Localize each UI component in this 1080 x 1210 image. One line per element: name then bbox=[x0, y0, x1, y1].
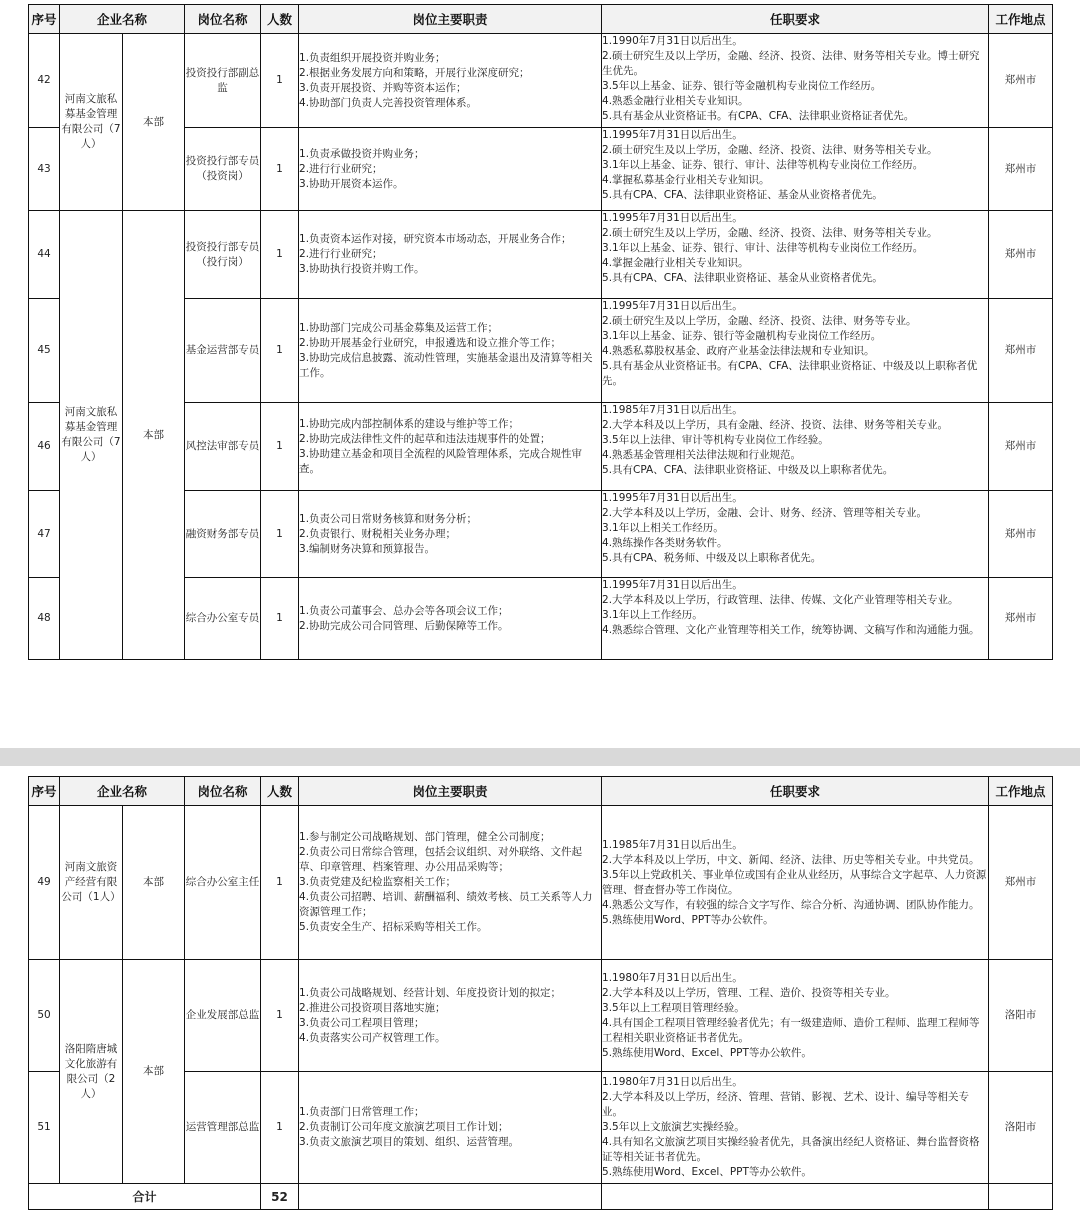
table-row bbox=[29, 960, 1053, 1072]
company-name: 洛阳隋唐城文化旅游有限公司（2人） bbox=[60, 960, 123, 1184]
document-page-2 bbox=[0, 766, 1080, 1208]
req-line: 4.掌握金融行业相关专业知识。 bbox=[602, 257, 749, 269]
work-location: 郑州市 bbox=[989, 578, 1053, 660]
duty-line: 2.协助完成法律性文件的起草和违法违规事件的处置； bbox=[299, 432, 551, 445]
duty-line: 3.编制财务决算和预算报告。 bbox=[299, 542, 436, 555]
duty-line: 3.负责文旅演艺项目的策划、组织、运营管理。 bbox=[299, 1136, 520, 1148]
req-line: 4.熟悉私募股权基金、政府产业基金法律法规和专业知识。 bbox=[602, 345, 875, 357]
header-duties: 岗位主要职责 bbox=[299, 5, 602, 34]
total-empty-cell bbox=[989, 1184, 1053, 1210]
req-line: 1.1995年7月31日以后出生。 bbox=[602, 492, 743, 504]
duty-line: 1.负责资本运作对接，研究资本市场动态，开展业务合作； bbox=[299, 233, 572, 245]
total-empty-cell bbox=[299, 1184, 602, 1210]
post-name: 融资财务部专员 bbox=[185, 491, 261, 578]
duties-cell bbox=[299, 806, 602, 960]
duty-line: 1.负责公司战略规划、经营计划、年度投资计划的拟定； bbox=[299, 986, 562, 999]
duty-line: 1.协助部门完成公司基金募集及运营工作； bbox=[299, 321, 499, 334]
duty-line: 3.负责党建及纪检监察相关工作； bbox=[299, 876, 457, 888]
work-location: 郑州市 bbox=[989, 299, 1053, 403]
duty-line: 2.协助完成公司合同管理、后勤保障等工作。 bbox=[299, 619, 509, 632]
req-line: 5.具有基金从业资格证书。有CPA、CFA、法律职业资格证者优先。 bbox=[602, 110, 915, 122]
req-line: 1.1980年7月31日以后出生。 bbox=[602, 971, 743, 984]
table-row bbox=[29, 806, 1053, 960]
recruitment-table-1 bbox=[28, 4, 1053, 660]
header-company: 企业名称 bbox=[60, 5, 185, 34]
req-line: 1.1995年7月31日以后出生。 bbox=[602, 212, 743, 224]
duty-line: 2.进行行业研究； bbox=[299, 162, 383, 175]
header-post: 岗位名称 bbox=[185, 777, 261, 806]
req-line: 4.熟悉金融行业相关专业知识。 bbox=[602, 95, 749, 107]
duty-line: 1.参与制定公司战略规划、部门管理，健全公司制度； bbox=[299, 831, 551, 843]
post-name: 投资投行部专员（投行岗） bbox=[185, 211, 261, 299]
duty-line: 1.负责部门日常管理工作； bbox=[299, 1106, 425, 1118]
duty-line: 3.负责公司工程项目管理； bbox=[299, 1016, 425, 1029]
duty-line: 4.负责落实公司产权管理工作。 bbox=[299, 1031, 446, 1044]
company-name: 河南文旅私募基金管理有限公司（7人） bbox=[60, 211, 123, 660]
req-line: 5.熟练使用Word、Excel、PPT等办公软件。 bbox=[602, 1166, 812, 1178]
req-line: 5.具有CPA、CFA、法律职业资格证、中级及以上职称者优先。 bbox=[602, 464, 894, 476]
total-count: 52 bbox=[261, 1184, 299, 1210]
req-line: 2.大学本科及以上学历，金融、会计、财务、经济、管理等相关专业。 bbox=[602, 507, 928, 519]
total-empty-cell bbox=[602, 1184, 989, 1210]
req-line: 2.大学本科及以上学历，具有金融、经济、投资、法律、财务等相关专业。 bbox=[602, 419, 949, 431]
total-label: 合计 bbox=[29, 1184, 261, 1210]
header-duties: 岗位主要职责 bbox=[299, 777, 602, 806]
department: 本部 bbox=[123, 806, 185, 960]
duty-line: 1.负责公司董事会、总办会等各项会议工作； bbox=[299, 604, 509, 617]
duty-line: 3.协助建立基金和项目全流程的风险管理体系，完成合规性审查。 bbox=[299, 447, 583, 475]
headcount: 1 bbox=[261, 299, 299, 403]
duty-line: 2.协助开展基金行业研究，申报遴选和设立推介等工作； bbox=[299, 336, 562, 349]
work-location: 洛阳市 bbox=[989, 1072, 1053, 1184]
req-line: 3.1年以上基金、证券、银行、审计、法律等机构专业岗位工作经历。 bbox=[602, 159, 924, 171]
req-line: 4.具有知名文旅演艺项目实操经验者优先，具备演出经纪人资格证、舞台监督资格证等相关证书者优先。 bbox=[602, 1136, 980, 1163]
headcount: 1 bbox=[261, 1072, 299, 1184]
work-location: 郑州市 bbox=[989, 128, 1053, 211]
req-line: 5.具有CPA、税务师、中级及以上职称者优先。 bbox=[602, 552, 822, 564]
req-line: 3.5年以上工程项目管理经验。 bbox=[602, 1001, 745, 1014]
post-name: 运营管理部总监 bbox=[185, 1072, 261, 1184]
req-line: 4.熟悉公文写作，有较强的综合文字写作、综合分析、沟通协调、团队协作能力。 bbox=[602, 898, 980, 911]
headcount: 1 bbox=[261, 34, 299, 128]
row-number: 46 bbox=[29, 403, 60, 491]
post-name: 综合办公室专员 bbox=[185, 578, 261, 660]
total-row bbox=[29, 1184, 1053, 1210]
headcount: 1 bbox=[261, 128, 299, 211]
header-count: 人数 bbox=[261, 5, 299, 34]
req-line: 4.熟练操作各类财务软件。 bbox=[602, 537, 728, 549]
work-location: 郑州市 bbox=[989, 491, 1053, 578]
req-line: 3.1年以上工作经历。 bbox=[602, 609, 703, 621]
requirements-cell bbox=[602, 403, 989, 491]
row-number: 42 bbox=[29, 34, 60, 128]
duties-cell bbox=[299, 403, 602, 491]
table-header-row bbox=[29, 777, 1053, 806]
req-line: 5.具有CPA、CFA、法律职业资格证、基金从业资格者优先。 bbox=[602, 189, 883, 201]
req-line: 4.熟悉基金管理相关法律法规和行业规范。 bbox=[602, 449, 802, 461]
req-line: 1.1995年7月31日以后出生。 bbox=[602, 300, 743, 312]
row-number: 47 bbox=[29, 491, 60, 578]
req-line: 1.1985年7月31日以后出生。 bbox=[602, 838, 743, 851]
work-location: 郑州市 bbox=[989, 34, 1053, 128]
header-count: 人数 bbox=[261, 777, 299, 806]
duties-cell bbox=[299, 128, 602, 211]
table-header-row bbox=[29, 5, 1053, 34]
req-line: 4.掌握私募基金行业相关专业知识。 bbox=[602, 174, 770, 186]
req-line: 1.1995年7月31日以后出生。 bbox=[602, 579, 743, 591]
duty-line: 1.负责承做投资并购业务； bbox=[299, 147, 425, 160]
header-requirements: 任职要求 bbox=[602, 5, 989, 34]
req-line: 1.1985年7月31日以后出生。 bbox=[602, 404, 743, 416]
duties-cell bbox=[299, 578, 602, 660]
req-line: 2.大学本科及以上学历，行政管理、法律、传媒、文化产业管理等相关专业。 bbox=[602, 594, 959, 606]
post-name: 基金运营部专员 bbox=[185, 299, 261, 403]
requirements-cell bbox=[602, 128, 989, 211]
row-number: 43 bbox=[29, 128, 60, 211]
req-line: 3.5年以上文旅演艺实操经验。 bbox=[602, 1121, 745, 1133]
duties-cell bbox=[299, 491, 602, 578]
company-name: 河南文旅资产经营有限公司（1人） bbox=[60, 806, 123, 960]
duty-line: 3.协助执行投资并购工作。 bbox=[299, 263, 425, 275]
header-no: 序号 bbox=[29, 777, 60, 806]
duties-cell bbox=[299, 299, 602, 403]
duty-line: 2.根据业务发展方向和策略，开展行业深度研究； bbox=[299, 66, 530, 79]
duties-cell bbox=[299, 960, 602, 1072]
duty-line: 1.协助完成内部控制体系的建设与维护等工作； bbox=[299, 417, 520, 430]
requirements-cell bbox=[602, 1072, 989, 1184]
req-line: 2.硕士研究生及以上学历，金融、经济、投资、法律、财务等相关专业。博士研究生优先。 bbox=[602, 50, 980, 77]
post-name: 风控法审部专员 bbox=[185, 403, 261, 491]
req-line: 3.5年以上法律、审计等机构专业岗位工作经验。 bbox=[602, 434, 829, 446]
duty-line: 1.负责组织开展投资并购业务； bbox=[299, 51, 446, 64]
duty-line: 2.负责公司日常综合管理，包括会议组织、对外联络、文件起草、印章管理、档案管理、办公用品采购等； bbox=[299, 846, 583, 873]
headcount: 1 bbox=[261, 211, 299, 299]
req-line: 2.大学本科及以上学历，管理、工程、造价、投资等相关专业。 bbox=[602, 986, 896, 999]
work-location: 郑州市 bbox=[989, 211, 1053, 299]
post-name: 企业发展部总监 bbox=[185, 960, 261, 1072]
duty-line: 3.负责开展投资、并购等资本运作； bbox=[299, 81, 467, 94]
header-requirements: 任职要求 bbox=[602, 777, 989, 806]
duty-line: 5.负责安全生产、招标采购等相关工作。 bbox=[299, 921, 488, 933]
requirements-cell bbox=[602, 960, 989, 1072]
req-line: 3.1年以上基金、证券、银行等金融机构专业岗位工作经历。 bbox=[602, 330, 882, 342]
row-number: 49 bbox=[29, 806, 60, 960]
req-line: 3.5年以上党政机关、事业单位或国有企业从业经历，从事综合文字起草、人力资源管理、督查督办等工作岗位。 bbox=[602, 868, 987, 896]
requirements-cell bbox=[602, 491, 989, 578]
req-line: 4.熟悉综合管理、文化产业管理等相关工作，统筹协调、文稿写作和沟通能力强。 bbox=[602, 624, 980, 636]
req-line: 3.5年以上基金、证券、银行等金融机构专业岗位工作经历。 bbox=[602, 80, 882, 92]
header-post: 岗位名称 bbox=[185, 5, 261, 34]
req-line: 5.具有CPA、CFA、法律职业资格证、基金从业资格者优先。 bbox=[602, 272, 883, 284]
header-location: 工作地点 bbox=[989, 777, 1053, 806]
requirements-cell bbox=[602, 806, 989, 960]
department: 本部 bbox=[123, 34, 185, 211]
headcount: 1 bbox=[261, 960, 299, 1072]
duty-line: 2.进行行业研究； bbox=[299, 248, 383, 260]
duties-cell bbox=[299, 211, 602, 299]
work-location: 郑州市 bbox=[989, 806, 1053, 960]
recruitment-table-2 bbox=[28, 776, 1053, 1210]
table-row bbox=[29, 211, 1053, 299]
req-line: 1.1980年7月31日以后出生。 bbox=[602, 1076, 743, 1088]
work-location: 洛阳市 bbox=[989, 960, 1053, 1072]
header-company: 企业名称 bbox=[60, 777, 185, 806]
req-line: 2.硕士研究生及以上学历，金融、经济、投资、法律、财务等相关专业。 bbox=[602, 227, 938, 239]
row-number: 51 bbox=[29, 1072, 60, 1184]
duty-line: 3.协助开展资本运作。 bbox=[299, 177, 404, 190]
headcount: 1 bbox=[261, 578, 299, 660]
requirements-cell bbox=[602, 578, 989, 660]
duty-line: 4.负责公司招聘、培训、薪酬福利、绩效考核、员工关系等人力资源管理工作； bbox=[299, 891, 593, 918]
header-no: 序号 bbox=[29, 5, 60, 34]
req-line: 1.1990年7月31日以后出生。 bbox=[602, 35, 743, 47]
req-line: 5.熟练使用Word、PPT等办公软件。 bbox=[602, 913, 774, 926]
duty-line: 2.负责银行、财税相关业务办理； bbox=[299, 527, 457, 540]
req-line: 4.具有国企工程项目管理经验者优先；有一级建造师、造价工程师、监理工程师等工程相关职业资格证书者优先。 bbox=[602, 1016, 980, 1044]
req-line: 2.硕士研究生及以上学历，金融、经济、投资、法律、财务等相关专业。 bbox=[602, 144, 938, 156]
row-number: 45 bbox=[29, 299, 60, 403]
company-name: 河南文旅私募基金管理有限公司（7人） bbox=[60, 34, 123, 211]
duties-cell bbox=[299, 34, 602, 128]
req-line: 1.1995年7月31日以后出生。 bbox=[602, 129, 743, 141]
headcount: 1 bbox=[261, 403, 299, 491]
post-name: 投资投行部专员（投资岗） bbox=[185, 128, 261, 211]
page-separator bbox=[0, 748, 1080, 766]
req-line: 3.1年以上基金、证券、银行、审计、法律等机构专业岗位工作经历。 bbox=[602, 242, 924, 254]
duty-line: 2.推进公司投资项目落地实施； bbox=[299, 1001, 446, 1014]
requirements-cell bbox=[602, 34, 989, 128]
req-line: 2.大学本科及以上学历，中文、新闻、经济、法律、历史等相关专业。中共党员。 bbox=[602, 853, 980, 866]
duties-cell bbox=[299, 1072, 602, 1184]
post-name: 投资投行部副总监 bbox=[185, 34, 261, 128]
department: 本部 bbox=[123, 211, 185, 660]
post-name: 综合办公室主任 bbox=[185, 806, 261, 960]
duty-line: 4.协助部门负责人完善投资管理体系。 bbox=[299, 96, 478, 109]
req-line: 2.硕士研究生及以上学历，金融、经济、投资、法律、财务等专业。 bbox=[602, 315, 917, 327]
table-row bbox=[29, 34, 1053, 128]
headcount: 1 bbox=[261, 806, 299, 960]
req-line: 5.具有基金从业资格证书。有CPA、CFA、法律职业资格证、中级及以上职称者优先。 bbox=[602, 360, 978, 387]
headcount: 1 bbox=[261, 491, 299, 578]
duty-line: 2.负责制订公司年度文旅演艺项目工作计划； bbox=[299, 1121, 509, 1133]
work-location: 郑州市 bbox=[989, 403, 1053, 491]
header-location: 工作地点 bbox=[989, 5, 1053, 34]
row-number: 50 bbox=[29, 960, 60, 1072]
requirements-cell bbox=[602, 211, 989, 299]
req-line: 3.1年以上相关工作经历。 bbox=[602, 522, 724, 534]
duty-line: 3.协助完成信息披露、流动性管理，实施基金退出及清算等相关工作。 bbox=[299, 351, 593, 379]
requirements-cell bbox=[602, 299, 989, 403]
row-number: 44 bbox=[29, 211, 60, 299]
duty-line: 1.负责公司日常财务核算和财务分析； bbox=[299, 512, 478, 525]
req-line: 5.熟练使用Word、Excel、PPT等办公软件。 bbox=[602, 1046, 812, 1059]
req-line: 2.大学本科及以上学历，经济、管理、营销、影视、艺术、设计、编导等相关专业。 bbox=[602, 1091, 970, 1118]
row-number: 48 bbox=[29, 578, 60, 660]
department: 本部 bbox=[123, 960, 185, 1184]
